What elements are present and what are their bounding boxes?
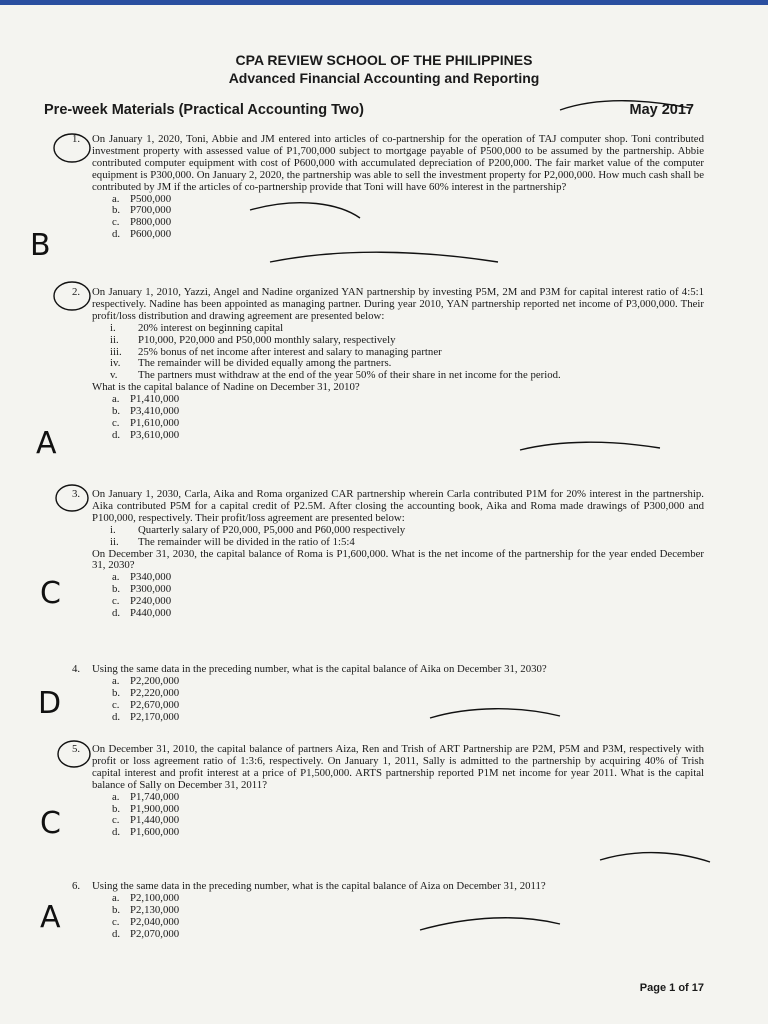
options-list [92, 572, 704, 620]
question-6 [72, 880, 704, 941]
option: b. P3,410,000 [112, 405, 180, 418]
handwritten-answer: C [40, 806, 61, 841]
option: c. P240,000 [112, 595, 172, 608]
option: b. P2,130,000 [112, 903, 180, 916]
option: a. P2,200,000 [112, 674, 180, 687]
options-list [92, 194, 704, 242]
option: c. P1,610,000 [112, 416, 180, 429]
option: c. P800,000 [112, 216, 172, 229]
options-list [92, 893, 704, 941]
options-list [92, 792, 704, 840]
option: d. P440,000 [112, 607, 172, 620]
options-list [92, 394, 704, 442]
question-text: On January 1, 2020, Toni, Abbie and JM entered into articles of co-partnership for the operation of TAJ computer shop. Toni contributed investment property with assessed value of P1,700,000 subject to mortgage payable of P500,000 to be assumed by the partnership. Abbie contributed computer equipment with cost of P600,000 with accumulated depreciation of P200,000. The fair market value of the computer equipment is P300,000. On January 2, 2020, the partnership was able to sell the investment property for P2,000,000. How much cash shall be contributed by JM if the articles of co-partnership provide that Toni will have 60% interest in the partnership? [92, 133, 704, 193]
option: b. P300,000 [112, 583, 172, 596]
option: b. P1,900,000 [112, 802, 180, 815]
question-number: 2. [72, 286, 81, 298]
handwritten-answer: C [40, 576, 61, 611]
page-number: Page 1 of 17 [639, 982, 704, 994]
handwritten-answer: A [40, 900, 61, 935]
option: b. P2,220,000 [112, 686, 180, 699]
option: b. P700,000 [112, 204, 172, 217]
condition-item: i. Quarterly salary of P20,000, P5,000 and P60,000 respectively [110, 523, 406, 536]
question-number: 1. [72, 133, 81, 145]
condition-item: iii. 25% bonus of net income after interest and salary to managing partner [110, 345, 442, 358]
handwritten-answer: B [30, 228, 51, 263]
option: d. P3,610,000 [112, 428, 180, 441]
handwritten-answer: A [36, 426, 57, 461]
option: a. P500,000 [112, 192, 172, 205]
question-2 [72, 286, 704, 442]
question-number: 3. [72, 488, 81, 500]
handwritten-answer: D [38, 686, 62, 721]
option: d. P1,600,000 [112, 826, 180, 839]
conditions-list [92, 525, 704, 549]
question-text: Using the same data in the preceding number, what is the capital balance of Aika on December 31, 2030? [92, 663, 547, 675]
ink-scribble [270, 252, 498, 262]
subtitle: Pre-week Materials (Practical Accounting Two) [44, 102, 364, 118]
question-text: On January 1, 2030, Carla, Aika and Roma organized CAR partnership wherein Carla contributed P1M for 20% interest in the partnership. Aika contributed P5M for a capital credit of P2.5M. After closing the accounting book, Aika and Roma made drawings of P300,000 and P100,000, respectively. Their profit/loss agreement are presented below: [92, 488, 704, 524]
question-number: 5. [72, 743, 81, 755]
option: a. P2,100,000 [112, 891, 180, 904]
scan-edge [0, 0, 768, 5]
option: c. P2,040,000 [112, 915, 180, 928]
question-number: 4. [72, 663, 81, 675]
option: d. P2,170,000 [112, 710, 180, 723]
question-1 [72, 133, 704, 241]
option: a. P340,000 [112, 571, 172, 584]
question-prompt: What is the capital balance of Nadine on December 31, 2010? [92, 381, 360, 394]
conditions-list [92, 323, 704, 383]
condition-item: iv. The remainder will be divided equally among the partners. [110, 357, 392, 370]
condition-item: i. 20% interest on beginning capital [110, 321, 284, 334]
option: d. P600,000 [112, 228, 172, 241]
option: c. P1,440,000 [112, 814, 180, 827]
condition-item: v. The partners must withdraw at the end of the year 50% of their share in net income for the period. [110, 369, 561, 382]
question-text: On December 31, 2010, the capital balance of partners Aiza, Ren and Trish of ART Partnership are P2M, P5M and P3M, respectively with profit or loss agreement ratio of 1:3:6, respectively. On January 1, 2011, Sally is admitted to the partnership by acquiring 40% of Trish capital interest and profit interest at a price of P1,500,000. ARTS partnership reported P1M net income for year 2011. What is the capital balance of Sally on December 31, 2011? [92, 743, 704, 791]
document-header [0, 52, 768, 86]
question-text: On January 1, 2010, Yazzi, Angel and Nadine organized YAN partnership by investing P5M, 2M and P3M for capital interest ratio of 4:5:1 respectively. Nadine has been appointed as managing partner. During year 2010, YAN partnership reported net income of P3,000,000. Their profit/loss distribution and drawing agreement are presented below: [92, 286, 704, 322]
question-3 [72, 488, 704, 620]
condition-item: ii. P10,000, P20,000 and P50,000 monthly salary, respectively [110, 333, 396, 346]
question-prompt: On December 31, 2030, the capital balance of Roma is P1,600,000. What is the net income of the partnership for the year ended December 31, 2030? [92, 547, 704, 572]
question-number: 6. [72, 880, 81, 892]
course-title: Advanced Financial Accounting and Reporting [228, 70, 540, 86]
exam-date: May 2017 [629, 102, 694, 118]
condition-item: ii. The remainder will be divided in the ratio of 1:5:4 [110, 535, 355, 548]
question-text: Using the same data in the preceding number, what is the capital balance of Aiza on December 31, 2011? [92, 880, 546, 892]
option: d. P2,070,000 [112, 927, 180, 940]
option: a. P1,410,000 [112, 393, 180, 406]
school-name: CPA REVIEW SCHOOL OF THE PHILIPPINES [235, 52, 533, 68]
options-list [92, 676, 704, 724]
option: a. P1,740,000 [112, 790, 180, 803]
ink-scribble [600, 853, 710, 862]
question-5 [72, 743, 704, 839]
option: c. P2,670,000 [112, 698, 180, 711]
ink-scribble [520, 442, 660, 450]
subtitle-row [44, 102, 694, 118]
question-4 [72, 663, 704, 724]
